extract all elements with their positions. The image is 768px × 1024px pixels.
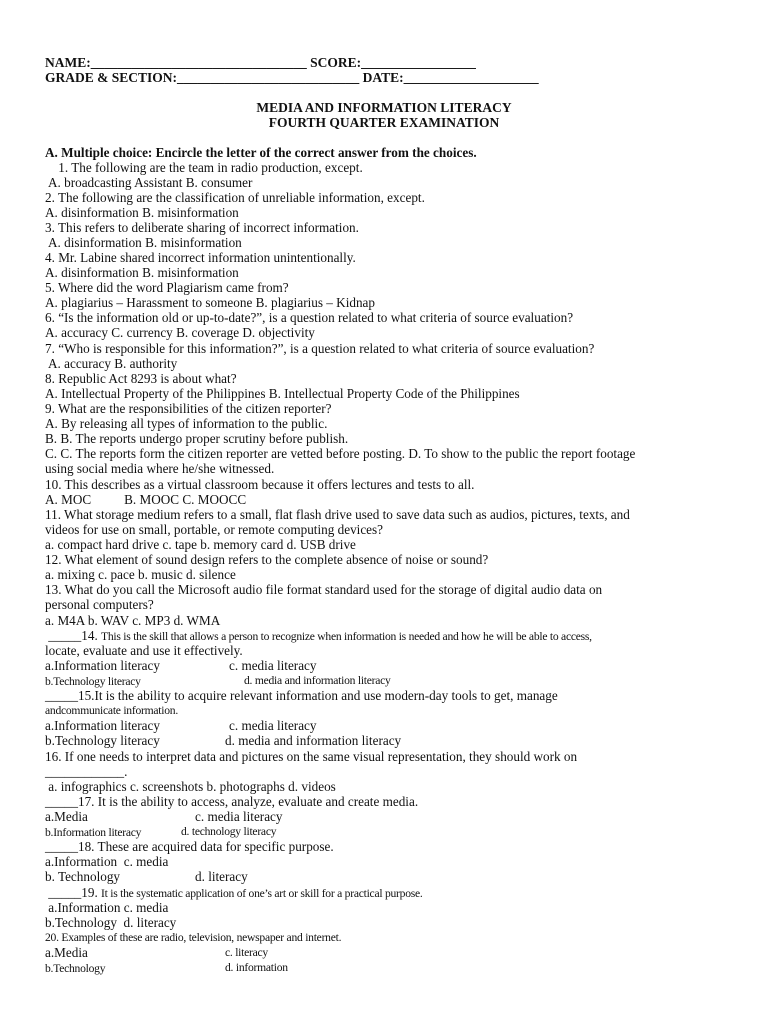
question-10: 10. This describes as a virtual classroom because it offers lectures and tests to all. bbox=[45, 477, 475, 492]
question-19-choices-row-1: a.Information c. media bbox=[45, 900, 169, 915]
question-15: _____15.It is the ability to acquire relevant information and use modern-day tools to get, manage bbox=[45, 688, 558, 703]
question-11-continued: videos for use on small, portable, or remote computing devices? bbox=[45, 522, 384, 537]
question-11-choices: a. compact hard drive c. tape b. memory card d. USB drive bbox=[45, 537, 356, 552]
choice-a: a.Media bbox=[45, 945, 88, 960]
question-12-choices: a. mixing c. pace b. music d. silence bbox=[45, 567, 236, 582]
question-9: 9. What are the responsibilities of the citizen reporter? bbox=[45, 401, 332, 416]
choice-d: d. literacy bbox=[195, 869, 248, 884]
question-16-choices: a. infographics c. screenshots b. photographs d. videos bbox=[45, 779, 336, 794]
question-9-choice-d: using social media where he/she witnessed. bbox=[45, 461, 275, 476]
question-15-continued: andcommunicate information. bbox=[45, 704, 178, 717]
choice-a: a.Information literacy bbox=[45, 718, 160, 733]
question-7-choices: A. accuracy B. authority bbox=[48, 356, 178, 371]
choice-c: c. media literacy bbox=[229, 658, 317, 673]
choice-d: d. information bbox=[225, 961, 288, 974]
question-19-choices-row-2: b.Technology d. literacy bbox=[45, 915, 177, 930]
choice-d: d. technology literacy bbox=[181, 825, 277, 838]
choice-b: b.Information literacy bbox=[45, 826, 142, 839]
question-13-choices: a. M4A b. WAV c. MP3 d. WMA bbox=[45, 613, 221, 628]
question-18: _____18. These are acquired data for specific purpose. bbox=[45, 839, 334, 854]
question-17-choices-row-2 bbox=[45, 824, 277, 840]
question-14 bbox=[45, 628, 592, 644]
question-1-choices: A. broadcasting Assistant B. consumer bbox=[48, 175, 253, 190]
question-17: _____17. It is the ability to access, analyze, evaluate and create media. bbox=[45, 794, 419, 809]
question-15-choices-row-1 bbox=[45, 718, 317, 733]
question-18-choices-row-1: a.Information c. media bbox=[45, 854, 169, 869]
question-16-blank: ____________. bbox=[45, 764, 128, 779]
question-19-text: It is the systematic application of one’s art or skill for a practical purpose. bbox=[101, 887, 423, 900]
choice-a: a.Media bbox=[45, 809, 88, 824]
choice-b: b.Technology bbox=[45, 962, 106, 975]
question-8-choices: A. Intellectual Property of the Philippines B. Intellectual Property Code of the Philippines bbox=[45, 386, 520, 401]
question-2: 2. The following are the classification of unreliable information, except. bbox=[45, 190, 425, 205]
question-20-choices-row-2 bbox=[45, 960, 288, 976]
question-7: 7. “Who is responsible for this information?”, is a question related to what criteria of source evaluation? bbox=[45, 341, 595, 356]
question-16: 16. If one needs to interpret data and pictures on the same visual representation, they should work on bbox=[45, 749, 578, 764]
name-score-line: NAME:________________________________ SCORE:_________________ bbox=[45, 55, 476, 70]
question-2-choices: A. disinformation B. misinformation bbox=[45, 205, 239, 220]
question-3-choices: A. disinformation B. misinformation bbox=[48, 235, 242, 250]
question-5: 5. Where did the word Plagiarism came from? bbox=[45, 280, 289, 295]
question-8: 8. Republic Act 8293 is about what? bbox=[45, 371, 237, 386]
question-4-choices: A. disinformation B. misinformation bbox=[45, 265, 239, 280]
question-19 bbox=[45, 885, 423, 901]
question-20: 20. Examples of these are radio, television, newspaper and internet. bbox=[45, 931, 342, 944]
choice-b: b. Technology bbox=[45, 869, 121, 884]
question-14-choices-row-1 bbox=[45, 658, 317, 673]
question-9-choice-a: A. By releasing all types of information to the public. bbox=[45, 416, 328, 431]
question-4: 4. Mr. Labine shared incorrect information unintentionally. bbox=[45, 250, 356, 265]
question-6-choices: A. accuracy C. currency B. coverage D. objectivity bbox=[45, 325, 315, 340]
question-18-choices-row-2 bbox=[45, 869, 248, 884]
choice-c: c. media literacy bbox=[229, 718, 317, 733]
question-15-choices-row-2 bbox=[45, 733, 402, 748]
choice-c: c. media literacy bbox=[195, 809, 283, 824]
question-1: 1. The following are the team in radio production, except. bbox=[55, 160, 363, 175]
exam-title: MEDIA AND INFORMATION LITERACY bbox=[256, 100, 512, 115]
choice-c: c. literacy bbox=[225, 946, 268, 959]
answer-blank: _____19. bbox=[45, 885, 102, 900]
question-3: 3. This refers to deliberate sharing of incorrect information. bbox=[45, 220, 359, 235]
choice-a: a.Information literacy bbox=[45, 658, 160, 673]
question-14-choices-row-2 bbox=[45, 673, 391, 689]
choice-b: b.Technology literacy bbox=[45, 675, 141, 688]
answer-blank: _____14. bbox=[45, 628, 102, 643]
question-6: 6. “Is the information old or up-to-date?”, is a question related to what criteria of source evaluation? bbox=[45, 310, 574, 325]
question-14-text: This is the skill that allows a person to recognize when information is needed and how he will be able to access, bbox=[101, 630, 592, 643]
grade-date-line: GRADE & SECTION:___________________________ DATE:____________________ bbox=[45, 70, 539, 85]
section-instruction: A. Multiple choice: Encircle the letter of the correct answer from the choices. bbox=[45, 145, 477, 160]
question-13: 13. What do you call the Microsoft audio file format standard used for the storage of digital audio data on bbox=[45, 582, 603, 597]
exam-subtitle: FOURTH QUARTER EXAMINATION bbox=[268, 115, 500, 130]
question-20-choices-row-1 bbox=[45, 945, 268, 960]
question-11: 11. What storage medium refers to a small, flat flash drive used to save data such as audios, pictures, texts, and bbox=[45, 507, 630, 522]
question-10-choices: A. MOC B. MOOC C. MOOCC bbox=[45, 492, 247, 507]
choice-d: d. media and information literacy bbox=[225, 733, 402, 748]
choice-d: d. media and information literacy bbox=[244, 674, 391, 687]
question-13-continued: personal computers? bbox=[45, 597, 154, 612]
question-12: 12. What element of sound design refers to the complete absence of noise or sound? bbox=[45, 552, 489, 567]
question-9-choice-c: C. C. The reports form the citizen reporter are vetted before posting. D. To show to the public the report footage bbox=[45, 446, 636, 461]
question-14-continued: locate, evaluate and use it effectively. bbox=[45, 643, 243, 658]
question-9-choice-b: B. B. The reports undergo proper scrutiny before publish. bbox=[45, 431, 349, 446]
choice-b: b.Technology literacy bbox=[45, 733, 160, 748]
question-5-choices: A. plagiarius – Harassment to someone B. plagiarius – Kidnap bbox=[45, 295, 375, 310]
question-17-choices-row-1 bbox=[45, 809, 283, 824]
